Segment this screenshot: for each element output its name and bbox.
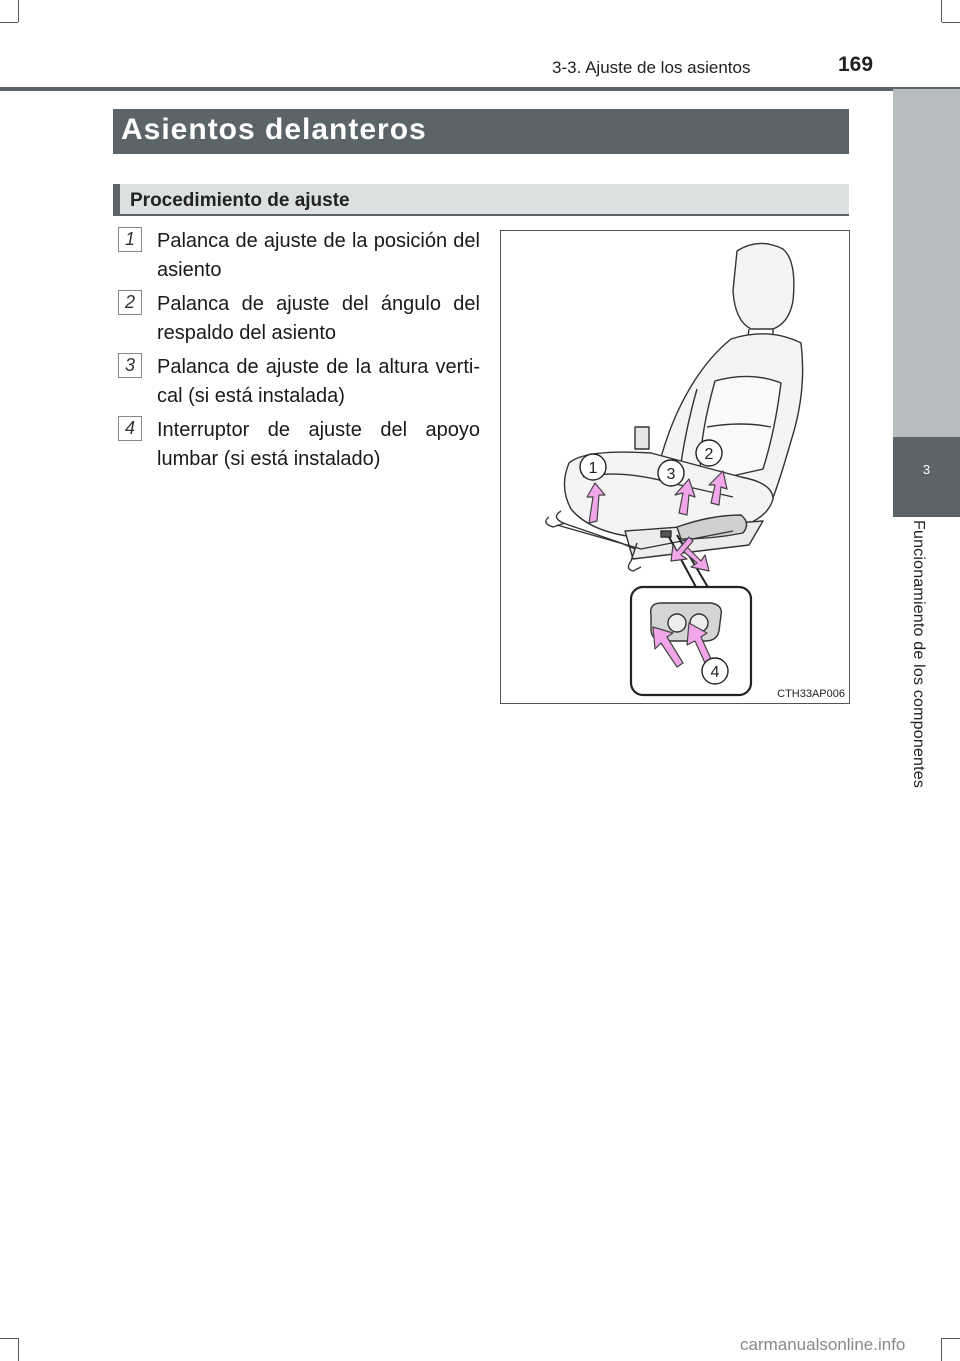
seat-illustration xyxy=(500,230,850,704)
crop-mark xyxy=(942,1338,960,1339)
item-number-box: 2 xyxy=(118,290,142,315)
crop-mark xyxy=(941,1338,942,1361)
callout-2: 2 xyxy=(704,446,714,463)
side-tab-chapter-title: Funcionamiento de los componentes xyxy=(910,520,927,789)
callout-4: 4 xyxy=(710,664,720,681)
crop-mark xyxy=(941,0,942,22)
side-tab-chapter-number: 3 xyxy=(922,462,931,477)
item-text: Palanca de ajuste de la altura verti-cal (si está instalada) xyxy=(157,356,480,407)
crop-mark xyxy=(0,22,18,23)
section-title: Asientos delanteros xyxy=(121,113,427,146)
item-number-box: 3 xyxy=(118,353,142,378)
crop-mark xyxy=(18,1338,19,1361)
item-number-box: 1 xyxy=(118,227,142,252)
side-tab-background xyxy=(893,89,960,437)
figure-code: CTH33AP006 xyxy=(777,688,845,700)
subsection-title: Procedimiento de ajuste xyxy=(130,190,350,211)
section-title-band xyxy=(113,109,849,154)
subsection-band xyxy=(113,184,849,216)
page-number: 169 xyxy=(838,53,874,76)
footer-watermark: carmanualsonline.info xyxy=(740,1335,906,1354)
header-rule xyxy=(0,87,960,91)
item-text: Palanca de ajuste de la posición del asiento xyxy=(157,230,480,281)
running-header-section: 3-3. Ajuste de los asientos xyxy=(552,58,751,77)
crop-mark xyxy=(18,0,19,22)
callout-3: 3 xyxy=(666,466,676,483)
callout-1: 1 xyxy=(588,460,598,477)
crop-mark xyxy=(0,1338,18,1339)
item-text: Interruptor de ajuste del apoyo lumbar (si está instalado) xyxy=(157,419,480,470)
seat-drawing xyxy=(501,231,849,703)
crop-mark xyxy=(942,22,960,23)
item-text: Palanca de ajuste del ángulo del respaldo del asiento xyxy=(157,293,480,344)
item-number-box: 4 xyxy=(118,416,142,441)
side-tab-chapter-block xyxy=(893,437,960,517)
